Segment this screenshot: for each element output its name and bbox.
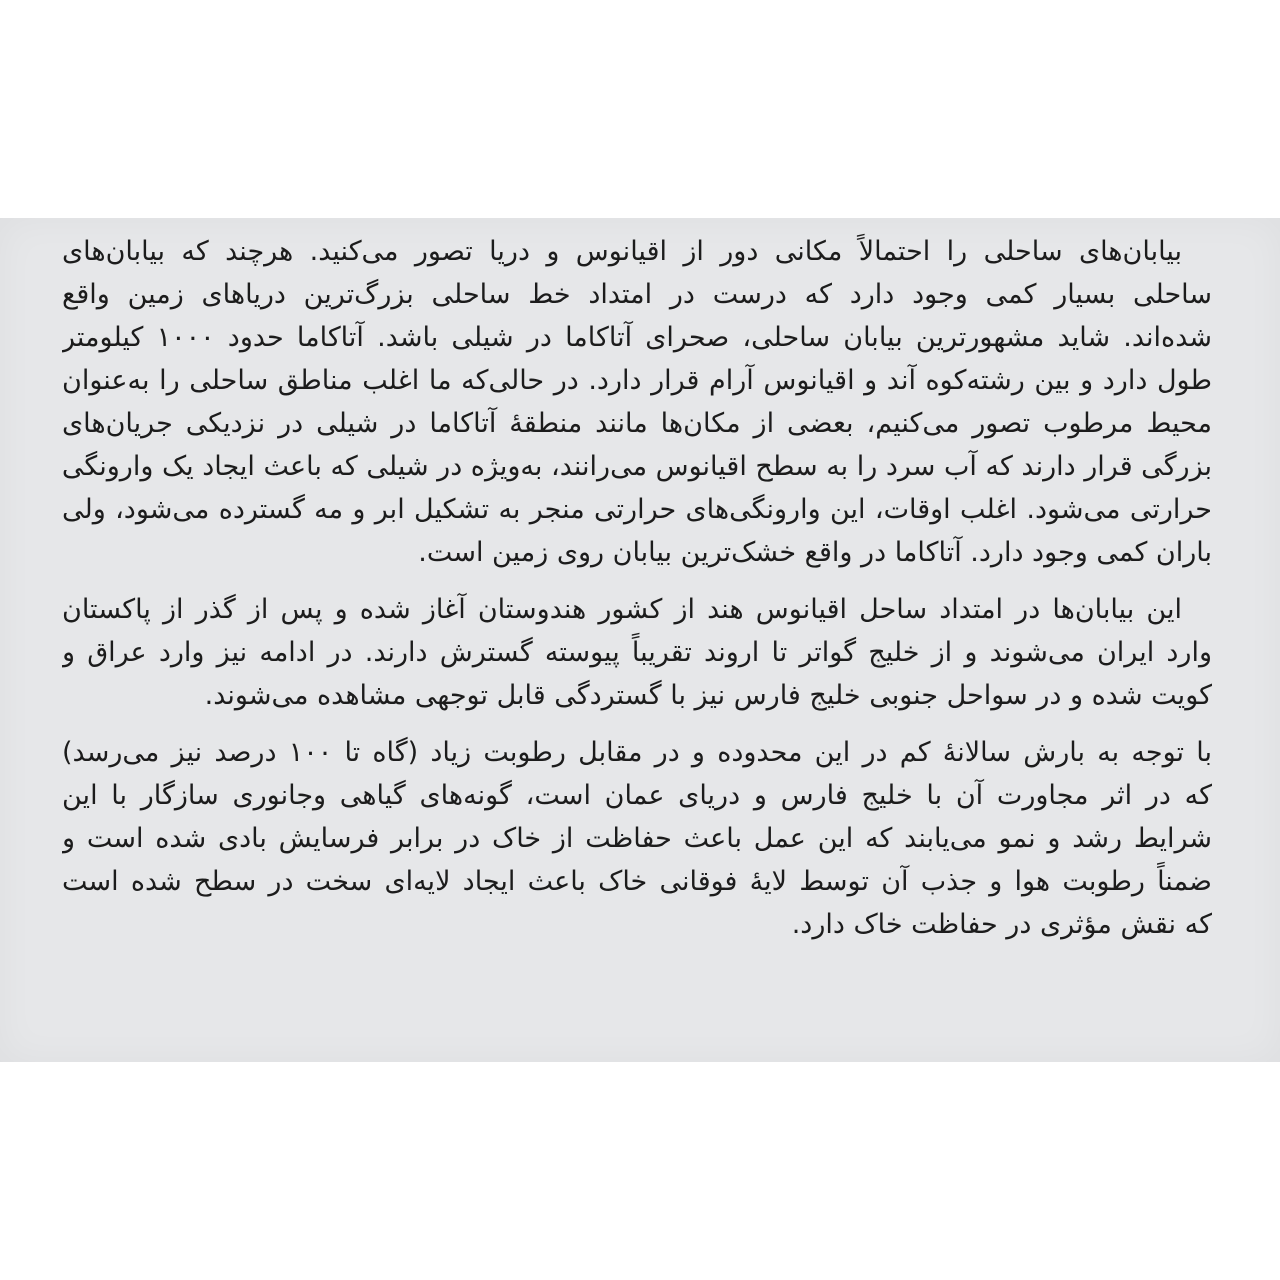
text-line: حرارتی می‌شود. اغلب اوقات، این وارونگی‌های حرارتی منجر به تشکیل ابر و مه گسترده می‌شود، ولی — [62, 494, 1212, 525]
text-line: ضمناً رطوبت هوا و جذب آن توسط لایهٔ فوقانی خاک باعث ایجاد لایه‌ای سخت در سطح شده است — [62, 866, 1212, 897]
text-line: باران کمی وجود دارد. آتاکاما در واقع خشک‌ترین بیابان روی زمین است. — [418, 537, 1212, 568]
paragraph-coastal-deserts — [62, 230, 1212, 574]
text-line: شرایط رشد و نمو می‌یابند که این عمل باعث حفاظت از خاک در برابر فرسایش بادی شده است و — [62, 823, 1212, 854]
paragraph-rainfall-humidity — [62, 731, 1212, 946]
text-line: بزرگی قرار دارند که آب سرد را به سطح اقیانوس می‌رانند، به‌ویژه در شیلی که باعث ایجاد یک وارونگی — [62, 451, 1212, 482]
text-line: بیابان‌های ساحلی را احتمالاً مکانی دور از اقیانوس و دریا تصور می‌کنید. هرچند که بیابان‌های — [62, 236, 1182, 267]
body-text — [62, 230, 1212, 946]
text-line: که در اثر مجاورت آن با خلیج فارس و دریای عمان است، گونه‌های گیاهی وجانوری سازگار با این — [62, 780, 1212, 811]
text-line: این بیابان‌ها در امتداد ساحل اقیانوس هند از کشور هندوستان آغاز شده و پس از گذر از پاکستان — [62, 594, 1182, 625]
text-line: محیط مرطوب تصور می‌کنیم، بعضی از مکان‌ها مانند منطقهٔ آتاکاما در شیلی در نزدیکی جریان‌های — [62, 408, 1212, 439]
text-line: وارد ایران می‌شوند و از خلیج گواتر تا اروند تقریباً پیوسته گسترش دارند. در ادامه نیز وارد عراق و — [62, 637, 1212, 668]
text-line: با توجه به بارش سالانهٔ کم در این محدوده و در مقابل رطوبت زیاد (گاه تا ۱۰۰ درصد نیز می‌رسد) — [62, 737, 1212, 768]
text-line: طول دارد و بین رشته‌کوه آند و اقیانوس آرام قرار دارد. در حالی‌که ما اغلب مناطق ساحلی را به‌عنوان — [62, 365, 1212, 396]
text-line: که نقش مؤثری در حفاظت خاک دارد. — [791, 909, 1212, 940]
text-line: کویت شده و در سواحل جنوبی خلیج فارس نیز با گستردگی قابل توجهی مشاهده می‌شوند. — [204, 680, 1212, 711]
text-line: شده‌اند. شاید مشهورترین بیابان ساحلی، صحرای آتاکاما در شیلی باشد. آتاکاما حدود ۱۰۰۰ کیلومتر — [62, 322, 1212, 353]
text-line: ساحلی بسیار کمی وجود دارد که درست در امتداد خط ساحلی بزرگ‌ترین دریاهای زمین واقع — [62, 279, 1212, 310]
paragraph-indian-ocean-deserts — [62, 588, 1212, 717]
